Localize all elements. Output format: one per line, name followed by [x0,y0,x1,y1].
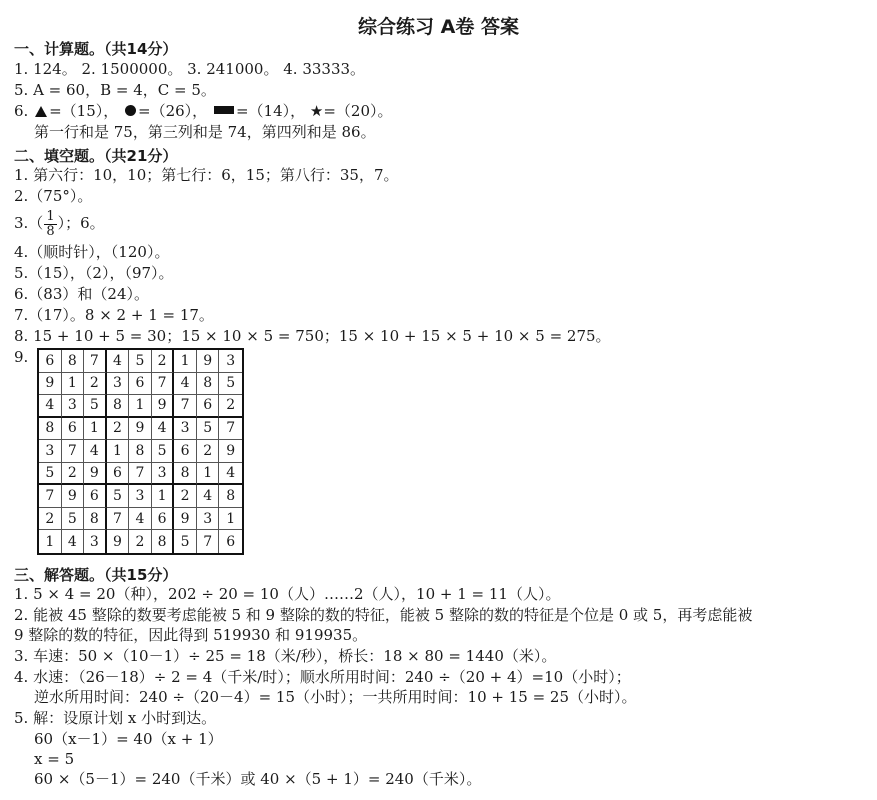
sudoku-cell: 7 [129,463,152,486]
star-value: =（20）。 [323,102,393,120]
circle-icon [125,105,136,116]
sudoku-cell: 6 [152,508,175,531]
sudoku-cell: 4 [84,440,107,463]
equation-line: 60（x－1）= 40（x + 1） [34,730,223,748]
sudoku-cell: 8 [84,508,107,531]
answer-line: 1. 第六行：10，10；第七行：6，15；第八行：35，7。 [14,166,399,184]
answer-line: 9 整除的数的特征，因此得到 519930 和 919935。 [14,626,368,644]
answer-line: 1. 124。 2. 1500000。 3. 241000。 4. 33333。 [14,60,366,78]
sudoku-cell: 2 [174,485,197,508]
sudoku-cell: 7 [174,395,197,418]
sudoku-cell: 5 [39,463,62,486]
sudoku-cell: 5 [107,485,130,508]
section-heading-fill-blank: 二、填空题。（共21分） [14,147,178,165]
sudoku-cell: 5 [219,373,242,396]
answer-number: 6. [14,102,29,120]
answer-suffix: ）；6。 [57,214,105,232]
sudoku-cell: 1 [107,440,130,463]
sudoku-cell: 2 [219,395,242,418]
sudoku-cell: 3 [152,463,175,486]
sudoku-cell: 9 [62,485,85,508]
sudoku-cell: 2 [62,463,85,486]
sudoku-cell: 5 [152,440,175,463]
sudoku-cell: 3 [174,418,197,441]
sudoku-cell: 8 [129,440,152,463]
star-icon: ★ [309,102,324,120]
sudoku-cell: 1 [197,463,220,486]
fraction-denominator: 8 [46,223,55,239]
answer-line-shapes [14,101,393,121]
fraction-numerator: 1 [46,208,55,224]
sudoku-cell: 3 [219,350,242,373]
sudoku-cell: 4 [62,530,85,553]
sudoku-cell: 6 [174,440,197,463]
sudoku-cell: 1 [39,530,62,553]
fraction [44,210,56,239]
sudoku-cell: 4 [174,373,197,396]
sudoku-cell: 8 [62,350,85,373]
sudoku-cell: 5 [84,395,107,418]
answer-line: 4.（顺时针），（120）。 [14,243,170,261]
sudoku-cell: 1 [152,485,175,508]
sudoku-cell: 4 [129,508,152,531]
sudoku-cell: 2 [197,440,220,463]
sudoku-cell: 1 [84,418,107,441]
sudoku-cell: 5 [174,530,197,553]
sudoku-cell: 1 [174,350,197,373]
sudoku-cell: 6 [62,418,85,441]
answer-line: 7.（17）。8 × 2 + 1 = 17。 [14,306,214,324]
answer-line: 6.（83）和（24）。 [14,285,149,303]
sudoku-cell: 9 [84,463,107,486]
sudoku-cell: 9 [129,418,152,441]
sudoku-cell: 6 [129,373,152,396]
triangle-icon [35,106,47,117]
sudoku-cell: 9 [219,440,242,463]
sudoku-cell: 7 [152,373,175,396]
sudoku-cell: 7 [107,508,130,531]
sudoku-cell: 3 [39,440,62,463]
sudoku-cell: 9 [152,395,175,418]
sudoku-cell: 6 [39,350,62,373]
sudoku-cell: 7 [84,350,107,373]
equation-line: 60 ×（5－1）= 240（千米）或 40 ×（5 + 1）= 240（千米）。 [34,770,482,788]
sudoku-cell: 3 [62,395,85,418]
sudoku-cell: 7 [219,418,242,441]
sudoku-cell: 8 [107,395,130,418]
sudoku-cell: 6 [197,395,220,418]
sudoku-cell: 4 [152,418,175,441]
answer-line: 2. 能被 45 整除的数要考虑能被 5 和 9 整除的数的特征，能被 5 整除的数的特征是个位是 0 或 5，再考虑能被 [14,606,753,624]
sudoku-cell: 4 [219,463,242,486]
sudoku-cell: 4 [39,395,62,418]
sudoku-cell: 9 [39,373,62,396]
sudoku-cell: 8 [152,530,175,553]
section-heading-calculation: 一、计算题。（共14分） [14,40,178,58]
sudoku-cell: 2 [39,508,62,531]
answer-line: 8. 15 + 10 + 5 = 30；15 × 10 × 5 = 750；15 × 10 + 15 × 5 + 10 × 5 = 275。 [14,327,611,345]
sudoku-grid [37,348,244,555]
sudoku-cell: 9 [107,530,130,553]
answer-number: 9. [14,348,29,366]
sudoku-cell: 6 [226,533,236,550]
sudoku-cell: 8 [174,463,197,486]
sudoku-cell: 3 [107,373,130,396]
page-title: 综合练习 A卷 答案 [358,16,519,38]
answer-line: 逆水所用时间：240 ÷（20－4）= 15（小时）；一共所用时间：10 + 15 = 25（小时）。 [34,688,637,706]
sudoku-cell: 1 [62,373,85,396]
sudoku-cell: 2 [129,530,152,553]
answer-line: 3. 车速：50 ×（10－1）÷ 25 = 18（米/秒），桥长：18 × 80 = 1440（米）。 [14,647,557,665]
section-heading-word-problems: 三、解答题。（共15分） [14,566,178,584]
sudoku-cell: 5 [129,350,152,373]
sudoku-cell: 9 [197,350,220,373]
sudoku-cell: 8 [197,373,220,396]
answer-prefix: 3.（ [14,214,44,232]
sudoku-cell: 8 [219,485,242,508]
sudoku-cell: 3 [84,530,107,553]
sudoku-cell: 6 [84,485,107,508]
sudoku-cell: 9 [174,508,197,531]
rectangle-value: =（14）， [235,102,306,120]
triangle-value: =（15）， [49,102,119,120]
rectangle-icon [214,106,234,114]
sudoku-cell: 1 [219,508,242,531]
answer-line: 1. 5 × 4 = 20（种），202 ÷ 20 = 10（人）……2（人），10 + 1 = 11（人）。 [14,585,561,603]
sudoku-cell: 4 [107,350,130,373]
answer-line-fraction [14,206,105,240]
sudoku-cell: 8 [39,418,62,441]
sudoku-cell: 7 [39,485,62,508]
sudoku-cell: 1 [129,395,152,418]
answer-line: 5. A = 60，B = 4，C = 5。 [14,81,216,99]
answer-line: 2.（75°）。 [14,187,93,205]
sudoku-cell: 4 [197,485,220,508]
answer-line: 5.（15），（2），（97）。 [14,264,174,282]
sudoku-cell: 7 [62,440,85,463]
sudoku-cell: 2 [107,418,130,441]
sudoku-cell: 7 [197,530,220,553]
equation-line: x = 5 [34,750,75,768]
sudoku-cell: 3 [197,508,220,531]
sudoku-cell: 6 [107,463,130,486]
answer-line: 第一行和是 75，第三列和是 74，第四列和是 86。 [34,123,376,141]
answer-line: 4. 水速：（26－18）÷ 2 = 4（千米/时）；顺水所用时间：240 ÷（20 + 4）=10（小时）； [14,668,631,686]
sudoku-cell: 3 [129,485,152,508]
sudoku-cell: 2 [152,350,175,373]
circle-value: =（26）， [138,102,208,120]
sudoku-cell: 5 [62,508,85,531]
sudoku-cell: 5 [197,418,220,441]
answer-line: 5. 解：设原计划 x 小时到达。 [14,709,217,727]
sudoku-cell: 2 [84,373,107,396]
